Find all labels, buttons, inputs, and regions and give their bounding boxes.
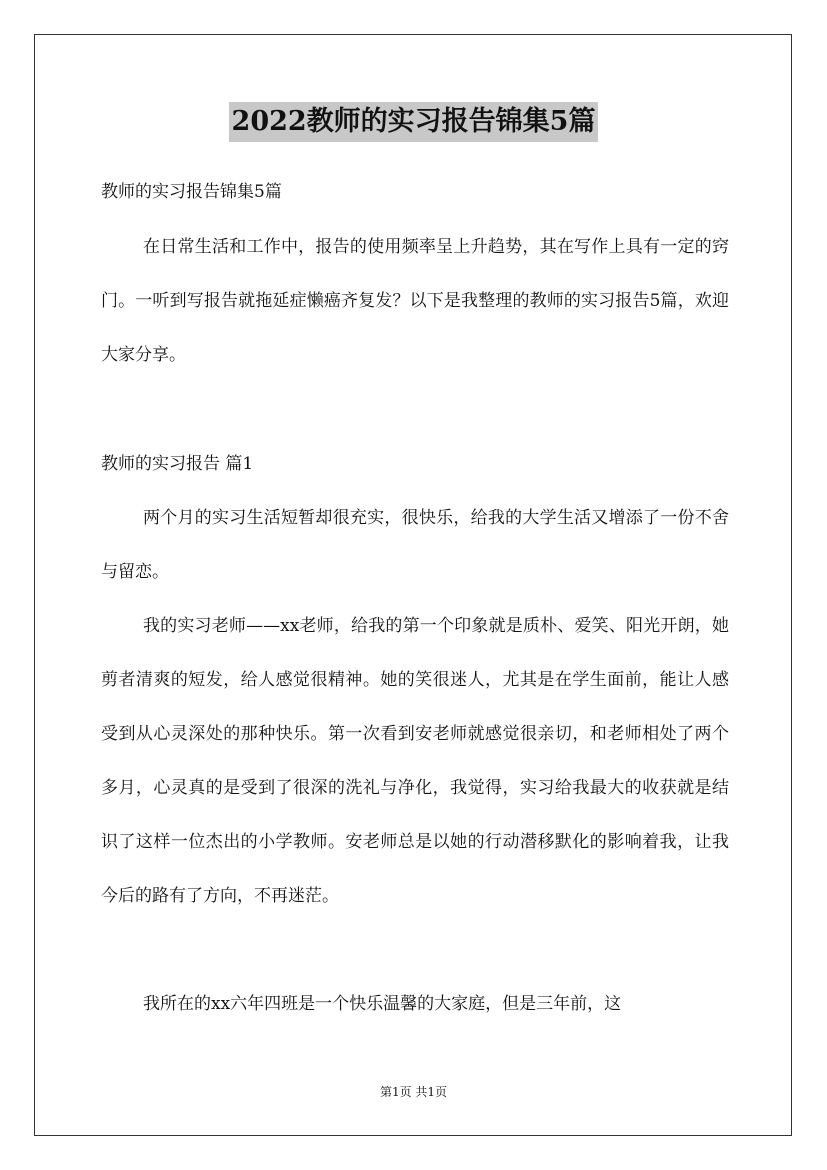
page-footer: 第1页 共1页 bbox=[379, 1085, 448, 1099]
document-title: 2022教师的实习报告锦集5篇 bbox=[229, 102, 599, 142]
body-paragraph-3: 我所在的xx六年四班是一个快乐温馨的大家庭，但是三年前，这 bbox=[143, 994, 622, 1014]
body-paragraph-2: 我的实习老师——xx老师，给我的第一个印象就是质朴、爱笑、阳光开朗，她剪者清爽的短发，给人感觉很精神。她的笑很迷人，尤其是在学生面前，能让人感受到从心灵深处的那种快乐。第一次看到安老师就感觉很亲切，和老师相处了两个多月，心灵真的是受到了很深的洗礼与净化，我觉得，实习给我最大的收获就是结识了这样一位杰出的小学教师。安老师总是以她的行动潜移默化的影响着我，让我今后的路有了方向，不再迷茫。 bbox=[101, 616, 729, 906]
section-heading: 教师的实习报告 篇1 bbox=[101, 454, 254, 474]
document-subtitle: 教师的实习报告锦集5篇 bbox=[101, 182, 282, 202]
intro-paragraph: 在日常生活和工作中，报告的使用频率呈上升趋势，其在写作上具有一定的窍门。一听到写报告就拖延症懒癌齐复发？以下是我整理的教师的实习报告5篇，欢迎大家分享。 bbox=[101, 237, 729, 365]
body-paragraph-1: 两个月的实习生活短暂却很充实，很快乐，给我的大学生活又增添了一份不舍与留恋。 bbox=[101, 508, 729, 582]
title-container bbox=[0, 102, 827, 142]
